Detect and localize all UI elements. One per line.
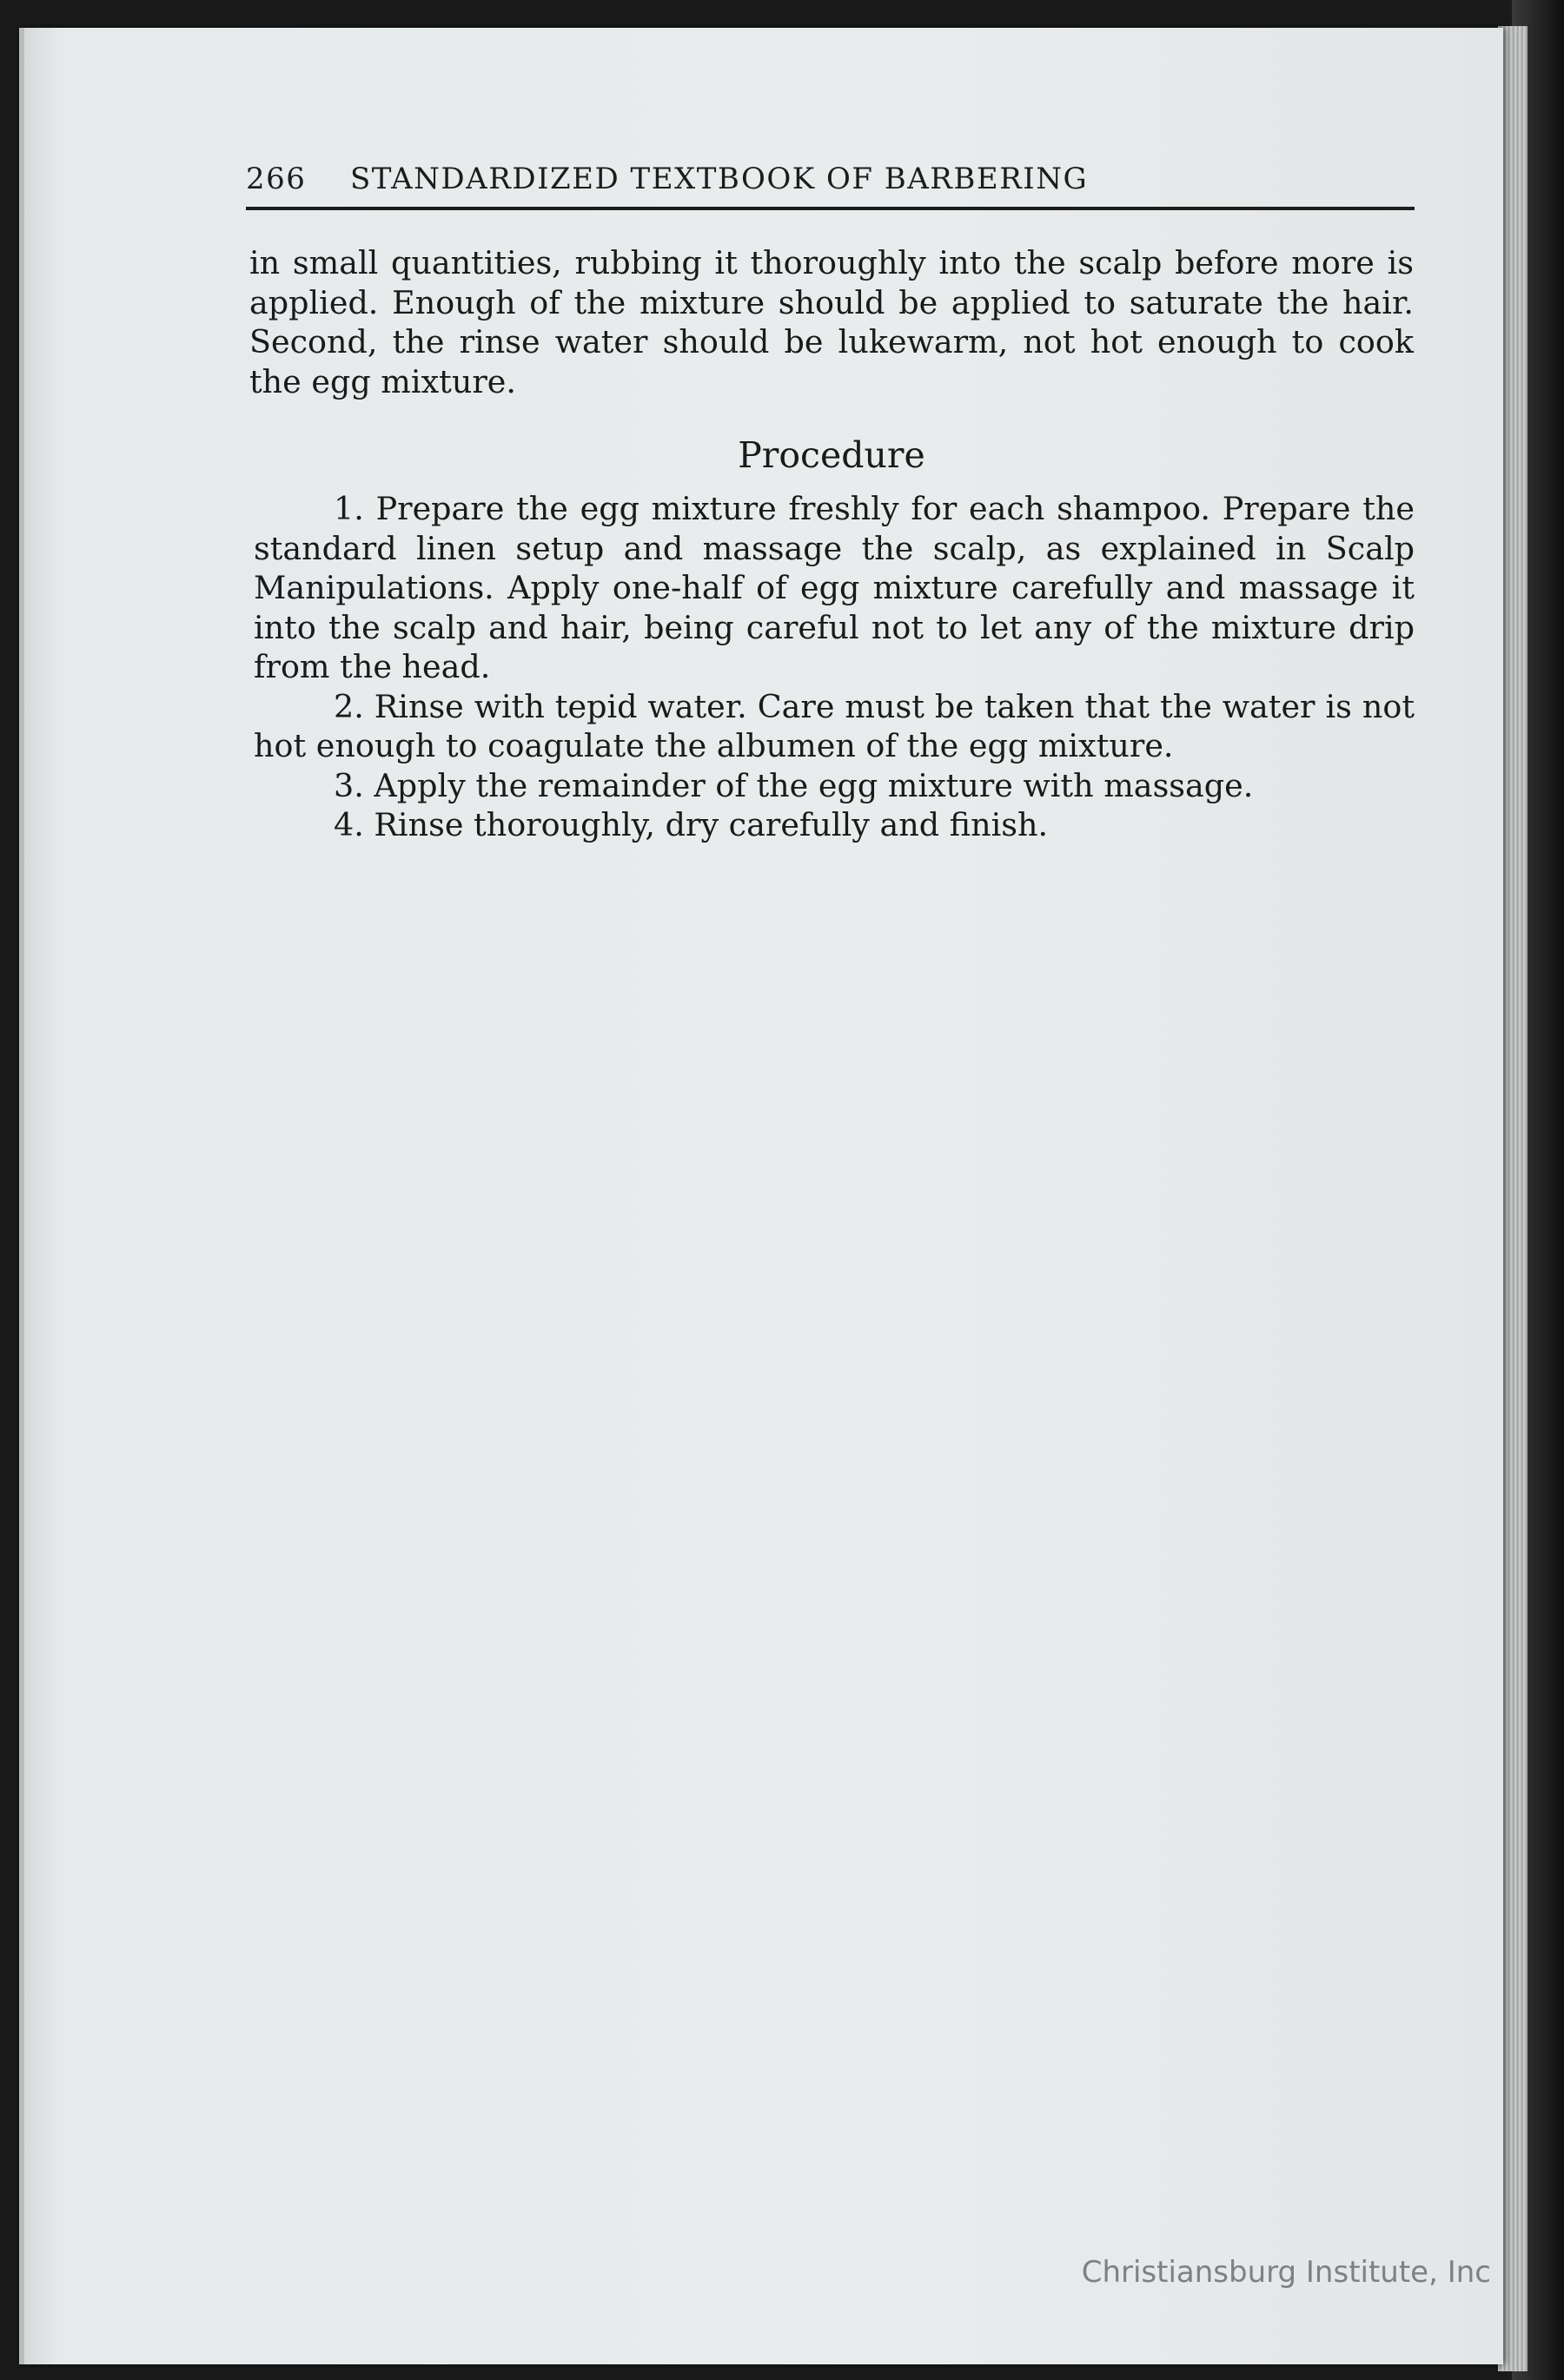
procedure-step-4: 4. Rinse thoroughly, dry carefully and finish. [334,806,1049,843]
procedure-step-3: 3. Apply the remainder of the egg mixture with massage. [334,766,1254,804]
intro-paragraph-block [249,243,1414,401]
section-heading: Procedure [738,434,925,476]
procedure-steps [254,489,1415,845]
watermark: Christiansburg Institute, Inc [1081,2255,1491,2290]
page-header [246,162,1415,196]
running-title: STANDARDIZED TEXTBOOK OF BARBERING [350,162,1089,196]
header-rule [246,207,1415,210]
page-number: 266 [246,162,307,196]
procedure-step-2: 2. Rinse with tepid water. Care must be taken that the water is not hot enough to coagulate the albumen of the egg mixture. [254,687,1415,764]
intro-paragraph: in small quantities, rubbing it thoroughly into the scalp before more is applied. Enough of the mixture should be applied to saturate the hair. Second, the rinse water should be lukewarm, not hot enough to cook the egg mixture. [249,244,1414,400]
procedure-step-1: 1. Prepare the egg mixture freshly for each shampoo. Prepare the standard linen setup and massage the scalp, as explained in Scalp Manipulations. Apply one-half of egg mixture carefully and massage it into the scalp and hair, being careful not to let any of the mixture drip from the head. [254,490,1415,685]
